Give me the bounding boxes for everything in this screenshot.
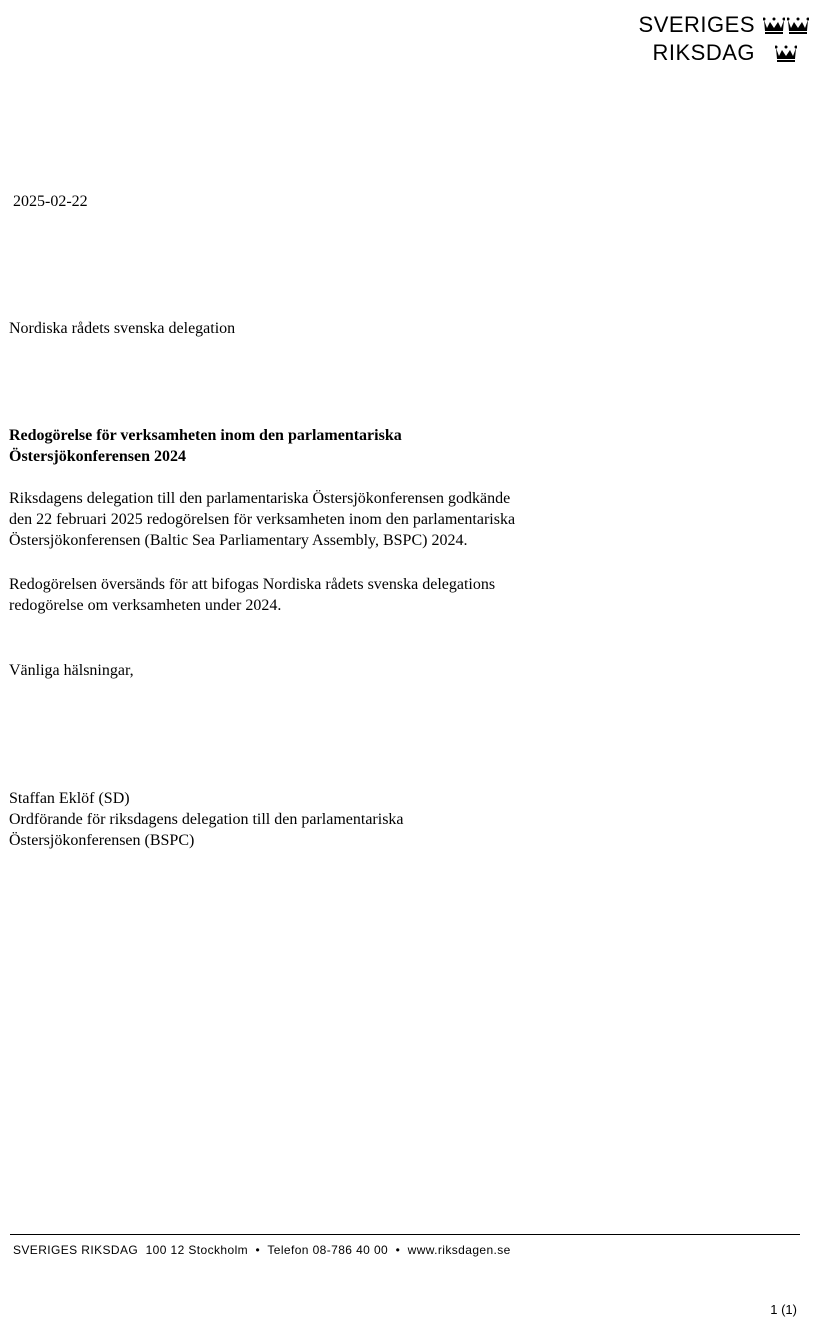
riksdag-logo (609, 12, 809, 68)
letter-title (9, 425, 529, 467)
crown-icon (787, 16, 809, 34)
signatory-name: Staffan Eklöf (SD) (9, 790, 130, 807)
signatory-role: Ordförande för riksdagens delegation till den parlamentariska (9, 811, 404, 828)
letter-date: 2025-02-22 (13, 193, 88, 210)
signature-block (9, 788, 529, 851)
logo-text-riksdag: RIKSDAG (652, 40, 755, 65)
page-number: 1 (1) (770, 1302, 797, 1317)
title-line: Redogörelse för verksamheten inom den parlamentariska (9, 427, 402, 444)
signatory-role: Östersjökonferensen (BSPC) (9, 832, 195, 849)
crown-icon (763, 16, 785, 34)
logo-text-sveriges: SVERIGES (638, 12, 755, 37)
title-line: Östersjökonferensen 2024 (9, 448, 187, 465)
greeting: Vänliga hälsningar, (9, 662, 134, 679)
paragraph-line: Redogörelsen översänds för att bifogas Nordiska rådets svenska delegations (9, 576, 496, 593)
paragraph-line: redogörelse om verksamheten under 2024. (9, 597, 282, 614)
paragraph-line: den 22 februari 2025 redogörelsen för verksamheten inom den parlamentariska (9, 511, 516, 528)
paragraph-line: Riksdagens delegation till den parlamentariska Östersjökonferensen godkände (9, 490, 511, 507)
crown-icon (775, 44, 797, 62)
footer-address: SVERIGES RIKSDAG 100 12 Stockholm • Telefon 08-786 40 00 • www.riksdagen.se (13, 1243, 511, 1257)
recipient: Nordiska rådets svenska delegation (9, 320, 236, 337)
body-paragraph-2 (9, 574, 629, 616)
footer-divider (10, 1234, 800, 1235)
paragraph-line: Östersjökonferensen (Baltic Sea Parliamentary Assembly, BSPC) 2024. (9, 532, 468, 549)
body-paragraph-1 (9, 488, 629, 551)
